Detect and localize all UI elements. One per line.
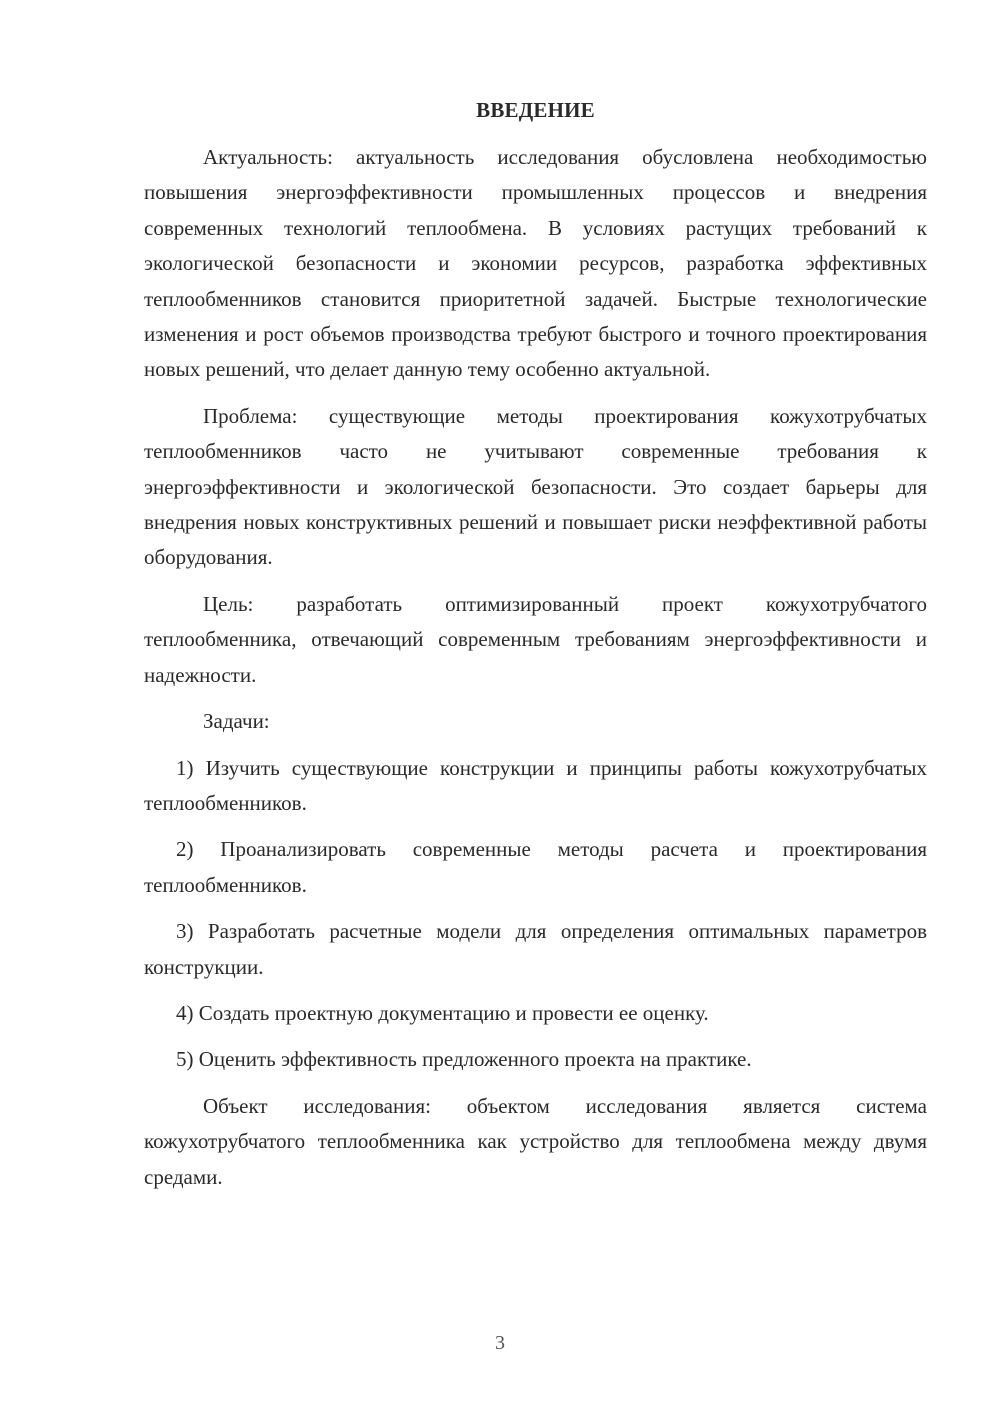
- paragraph-tasks-heading: Задачи:: [203, 709, 270, 734]
- task-item-2: 2) Проанализировать современные методы расчета и проектирования теплообменников.: [144, 837, 927, 897]
- paragraph-goal: Цель: разработать оптимизированный проект кожухотрубчатого теплообменника, отвечающий современным требованиям энергоэффективности и надежности.: [144, 591, 927, 687]
- paragraph-problem: Проблема: существующие методы проектирования кожухотрубчатых теплообменников часто не учитывают современные требования к энергоэффективности и экологической безопасности. Это создает барьеры для внедрения новых конструктивных решений и повышает риски неэффективной работы оборудования.: [144, 403, 927, 570]
- paragraph-relevance: Актуальность: актуальность исследования обусловлена необходимостью повышения энергоэффективности промышленных процессов и внедрения современных технологий теплообмена. В условиях растущих требований к экологической безопасности и экономии ресурсов, разработка эффективных теплообменников становится приоритетной задачей. Быстрые технологические изменения и рост объемов производства требуют быстрого и точного проектирования новых решений, что делает данную тему особенно актуальной.: [144, 145, 927, 382]
- paragraph-object: Объект исследования: объектом исследования является система кожухотрубчатого теплообменника как устройство для теплообмена между двумя средами.: [144, 1093, 927, 1189]
- task-item-5: 5) Оценить эффективность предложенного проекта на практике.: [176, 1047, 752, 1072]
- task-item-1: 1) Изучить существующие конструкции и принципы работы кожухотрубчатых теплообменников.: [144, 755, 927, 815]
- document-body: [144, 92, 927, 1195]
- task-item-4: 4) Создать проектную документацию и провести ее оценку.: [176, 1000, 709, 1025]
- page-number: 3: [495, 1332, 505, 1354]
- section-title: ВВЕДЕНИЕ: [476, 98, 595, 122]
- task-item-3: 3) Разработать расчетные модели для определения оптимальных параметров конструкции.: [144, 919, 927, 979]
